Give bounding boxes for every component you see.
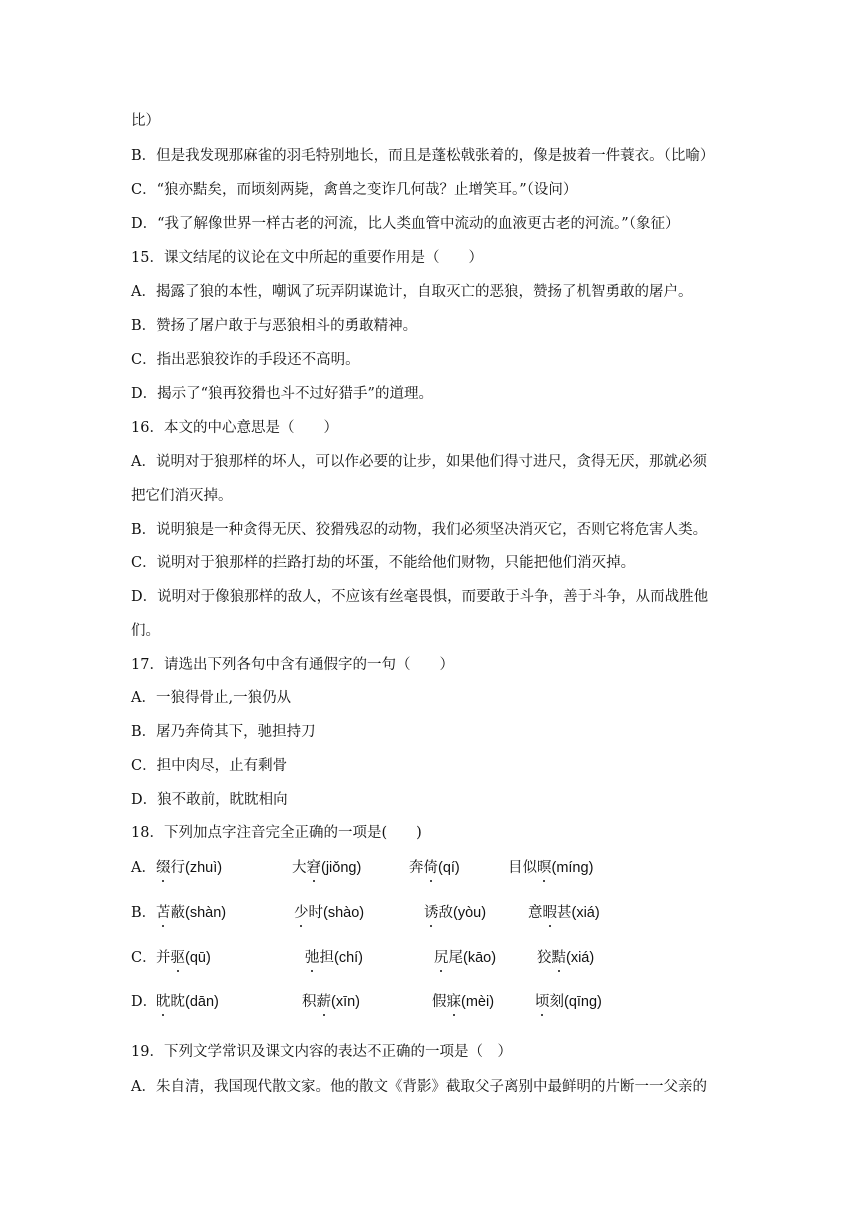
option-line: D．“我了解像世界一样古老的河流，比人类血管中流动的血液更古老的河流。”（象征） (131, 216, 680, 232)
text-line: 比） (131, 113, 160, 129)
pinyin-item (409, 857, 460, 879)
pinyin-item (434, 947, 496, 969)
pinyin-text: (qīng) (564, 994, 602, 1010)
pinyin-text: (yòu) (453, 905, 487, 921)
pinyin-item (424, 902, 486, 924)
word-part: 行 (170, 860, 185, 876)
pinyin-item (302, 991, 360, 1013)
question-18-stem: 18．下列加点字注音完全正确的一项是( ) (131, 825, 422, 841)
pinyin-text: (qí) (438, 860, 460, 876)
option-line: D．说明对于像狼那样的敌人，不应该有丝毫畏惧，而要敢于斗争，善于斗争，从而战胜他 (131, 589, 709, 605)
word-part: 蔽 (170, 905, 185, 921)
dotted-character: 薪 (317, 991, 332, 1013)
dotted-character: 黠 (552, 947, 567, 969)
word-part: 担 (319, 950, 334, 966)
word-part: 尾 (448, 950, 463, 966)
pinyin-text: (xiá) (566, 950, 595, 966)
word-part: 时 (308, 905, 323, 921)
pinyin-text: (xiá) (571, 905, 600, 921)
dotted-character: 窘 (307, 857, 322, 879)
option-line: B．但是我发现那麻雀的羽毛特别地长，而且是蓬松戟张着的，像是披着一件蓑衣。（比喻） (131, 148, 715, 164)
option-letter: C． (131, 950, 157, 966)
dotted-character: 倚 (424, 857, 439, 879)
pinyin-item (292, 857, 361, 879)
option-line: A．一狼得骨止,一狼仍从 (131, 690, 292, 706)
dotted-character: 诱 (424, 902, 439, 924)
dotted-character: 暝 (537, 857, 552, 879)
pinyin-text: (shào) (323, 905, 365, 921)
option-line: D．揭示了“狼再狡猾也斗不过好猎手”的道理。 (131, 386, 433, 402)
option-letter: B． (131, 905, 157, 921)
dotted-character: 顷 (535, 991, 550, 1013)
dotted-character: 弛 (305, 947, 320, 969)
dotted-character: 驱 (171, 947, 186, 969)
pinyin-text: (kāo) (463, 950, 497, 966)
option-line: A．揭露了狼的本性，嘲讽了玩弄阴谋诡计，自取灭亡的恶狼，赞扬了机智勇敢的屠户。 (131, 284, 693, 300)
dotted-character: 缀 (156, 857, 171, 879)
word-part: 刻 (549, 994, 564, 1010)
pinyin-text: (zhuì) (185, 860, 223, 876)
option-line: 们。 (131, 623, 160, 639)
pinyin-item (156, 947, 211, 969)
pinyin-item (294, 902, 364, 924)
pinyin-item (156, 857, 222, 879)
dotted-character: 暇 (543, 902, 558, 924)
option-line: C．担中肉尽，止有剩骨 (131, 758, 288, 774)
pinyin-item (535, 991, 602, 1013)
word-part: 积 (302, 994, 317, 1010)
pinyin-item (508, 857, 593, 879)
pinyin-text: (qū) (185, 950, 211, 966)
option-line: A．朱自清，我国现代散文家。他的散文《背影》截取父子离别中最鲜明的片断一一父亲的 (131, 1079, 707, 1095)
pinyin-item (432, 991, 494, 1013)
dotted-character: 尻 (434, 947, 449, 969)
dotted-character: 苫 (156, 902, 171, 924)
option-line: B．屠乃奔倚其下，驰担持刀 (131, 724, 316, 740)
word-part: 甚 (557, 905, 572, 921)
question-16-stem: 16．本文的中心意思是（ ） (131, 420, 338, 436)
pinyin-text: (xīn) (331, 994, 360, 1010)
pinyin-text: (shàn) (185, 905, 227, 921)
dotted-character: 眈 (156, 991, 171, 1013)
dotted-character: 寐 (447, 991, 462, 1013)
option-line: A．说明对于狼那样的坏人，可以作必要的让步，如果他们得寸进尺，贪得无厌，那就必须 (131, 454, 707, 470)
word-part: 敌 (438, 905, 453, 921)
word-part: 奔 (409, 860, 424, 876)
word-part: 狡 (537, 950, 552, 966)
word-part: 意 (528, 905, 543, 921)
word-part: 目似 (508, 860, 537, 876)
question-17-stem: 17．请选出下列各句中含有通假字的一句（ ） (131, 657, 454, 673)
pinyin-text: (dān) (185, 994, 219, 1010)
pinyin-text: (chí) (334, 950, 363, 966)
pinyin-text: (jiǒng) (321, 860, 362, 876)
option-line: B．赞扬了屠户敢于与恶狼相斗的勇敢精神。 (131, 318, 418, 334)
pinyin-text: (mèi) (461, 994, 495, 1010)
option-line: C．“狼亦黠矣，而顷刻两毙，禽兽之变诈几何哉？止增笑耳。”（设问） (131, 182, 578, 198)
option-line: C．说明对于狼那样的拦路打劫的坏蛋，不能给他们财物，只能把他们消灭掉。 (131, 555, 636, 571)
pinyin-item (305, 947, 363, 969)
option-letter: D． (131, 994, 158, 1010)
option-line: D．狼不敢前，眈眈相向 (131, 792, 288, 808)
option-line: 把它们消灭掉。 (131, 488, 233, 504)
pinyin-text: (míng) (551, 860, 594, 876)
pinyin-item (537, 947, 594, 969)
word-part: 眈 (170, 994, 185, 1010)
word-part: 假 (432, 994, 447, 1010)
question-19-stem: 19．下列文学常识及课文内容的表达不正确的一项是（ ） (131, 1044, 512, 1060)
dotted-character: 少 (294, 902, 309, 924)
pinyin-item (156, 902, 226, 924)
option-line: C．指出恶狼狡诈的手段还不高明。 (131, 352, 360, 368)
pinyin-item (156, 991, 219, 1013)
pinyin-item (528, 902, 600, 924)
option-letter: A． (131, 860, 156, 876)
option-line: B．说明狼是一种贪得无厌、狡猾残忍的动物，我们必须坚决消灭它，否则它将危害人类。 (131, 522, 708, 538)
question-15-stem: 15．课文结尾的议论在文中所起的重要作用是（ ） (131, 250, 483, 266)
word-part: 并 (156, 950, 171, 966)
word-part: 大 (292, 860, 307, 876)
